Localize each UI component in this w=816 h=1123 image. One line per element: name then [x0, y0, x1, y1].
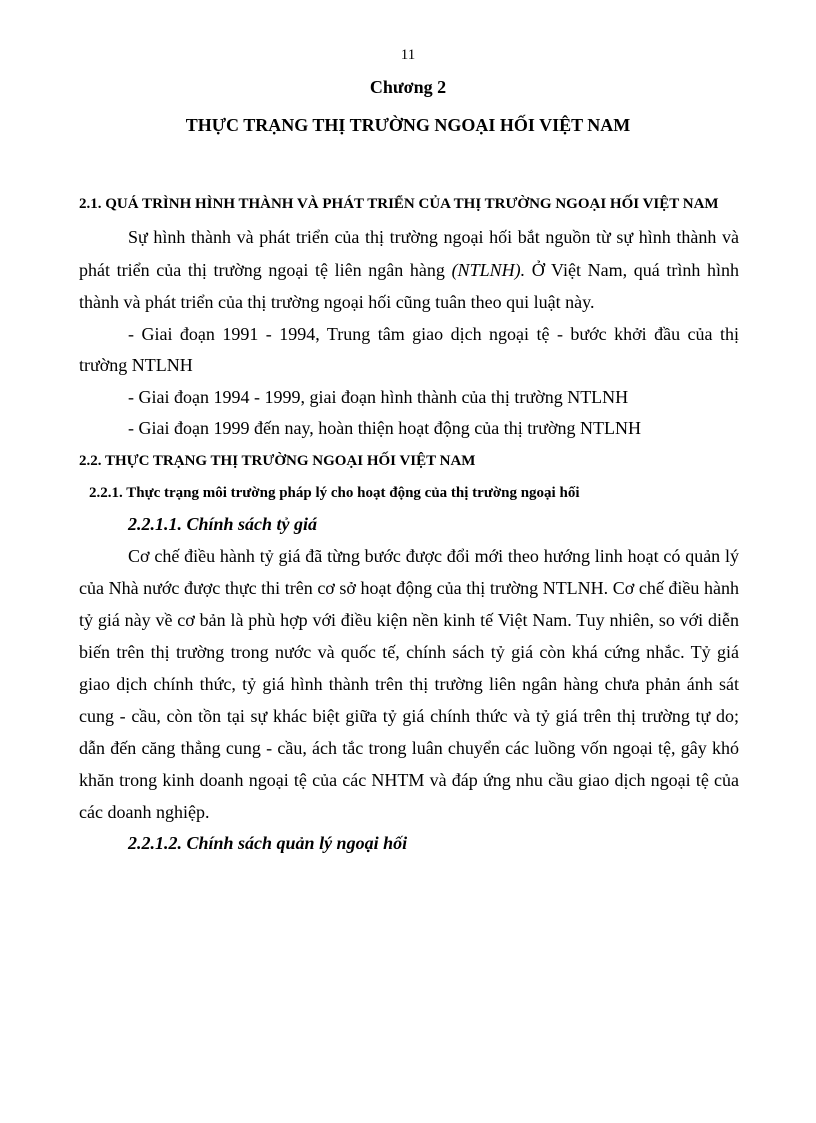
- subsubsection-heading-2-2-1-2: 2.2.1.2. Chính sách quản lý ngoại hối: [128, 832, 408, 853]
- list-item-period-2: - Giai đoạn 1994 - 1999, giai đoạn hình thành của thị trường NTLNH: [128, 386, 629, 407]
- subsection-heading-2-2-1: 2.2.1. Thực trạng môi trường pháp lý cho hoạt động của thị trường ngoại hối: [89, 484, 580, 501]
- exchange-rate-policy-paragraph: Cơ chế điều hành tỷ giá đã từng bước được đổi mới theo hướng linh hoạt có quản lý của Nhà nước được thực thi trên cơ sở hoạt động của thị trường NTLNH. Cơ chế điều hành tỷ giá này về cơ bản là phù hợp với điều kiện nền kinh tế Việt Nam. Tuy nhiên, so với diễn biến trên thị trường trong nước và quốc tế, chính sách tỷ giá còn khá cứng nhắc. Tỷ giá giao dịch chính thức, tỷ giá hình thành trên thị trường liên ngân hàng chưa phản ánh sát cung - cầu, còn tồn tại sự khác biệt giữa tỷ giá chính thức và tỷ giá trên thị trường tự do; dẫn đến căng thẳng cung - cầu, ách tắc trong luân chuyển các luồng vốn ngoại tệ, gây khó khăn trong kinh doanh ngoại tệ của các NHTM và đáp ứng nhu cầu giao dịch ngoại tệ của các doanh nghiệp.: [79, 545, 739, 822]
- page-number: 11: [400, 47, 416, 63]
- chapter-title: THỰC TRẠNG THỊ TRƯỜNG NGOẠI HỐI VIỆT NAM: [185, 115, 631, 135]
- section-heading-2-2: 2.2. THỰC TRẠNG THỊ TRƯỜNG NGOẠI HỐI VIỆT NAM: [79, 452, 476, 469]
- paragraph-text-start: Sự hình thành và phát triển của thị trường ngoại hối bắt nguồn từ sự hình thành và phát triển của thị trường ngoại tệ liên ngân hàng: [79, 227, 739, 280]
- section-2-1-paragraph: [79, 221, 739, 319]
- document-body: [79, 188, 739, 859]
- list-item-period-1: - Giai đoạn 1991 - 1994, Trung tâm giao dịch ngoại tệ - bước khởi đầu của thị trường NTLNH: [79, 323, 739, 375]
- list-item-period-3: - Giai đoạn 1999 đến nay, hoàn thiện hoạt động của thị trường NTLNH: [128, 418, 641, 438]
- section-heading-2-1: 2.1. QUÁ TRÌNH HÌNH THÀNH VÀ PHÁT TRIỂN CỦA THỊ TRƯỜNG NGOẠI HỐI VIỆT NAM: [79, 196, 719, 212]
- chapter-label: Chương 2: [369, 77, 447, 97]
- subsubsection-heading-2-2-1-1: 2.2.1.1. Chính sách tỷ giá: [128, 513, 318, 534]
- abbreviation-ntlnh: (NTLNH).: [451, 259, 526, 280]
- paragraph-text-end: Ở Việt Nam, quá trình hình thành và phát triển của thị trường ngoại hối cũng tuân theo qui luật này.: [79, 259, 739, 312]
